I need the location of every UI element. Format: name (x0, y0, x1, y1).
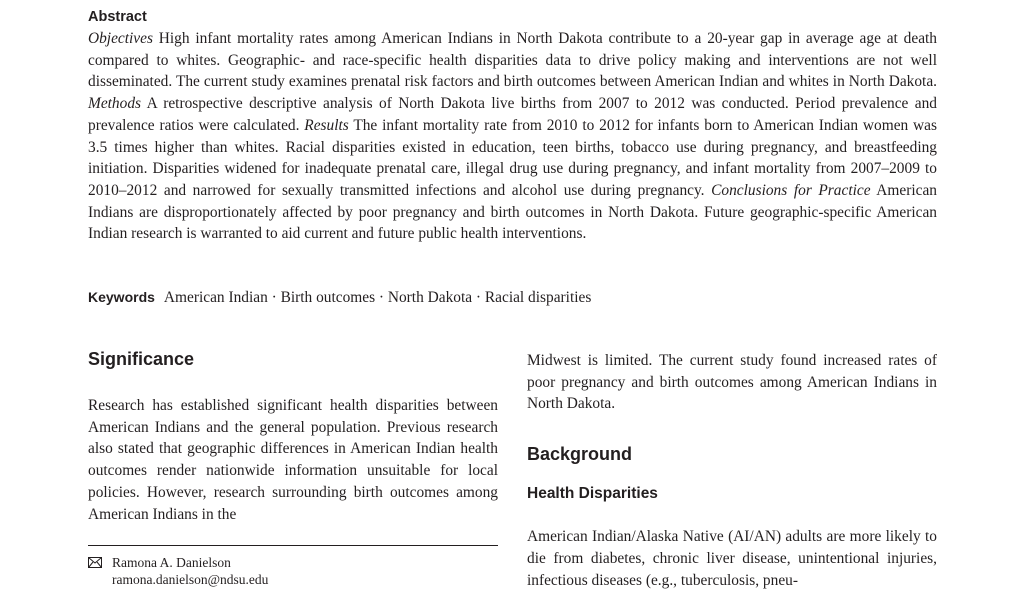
left-column (88, 346, 498, 525)
conclusions-label: Conclusions for Practice (711, 181, 871, 199)
keywords-label: Keywords (88, 289, 155, 305)
objectives-text: High infant mortality rates among American Indians in North Dakota contribute to a 20-year gap in average age at death compared to whites. Geographic- and race-specific health disparities data to drive policy making and interventions are not well disseminated. The current study examines prenatal risk factors and birth outcomes between American Indian and whites in North Dakota. (88, 30, 937, 91)
health-disparities-heading: Health Disparities (527, 485, 658, 503)
conclusions-text: American Indians are disproportionately affected by poor pregnancy and birth outcomes in North Dakota. Future geographic-specific American Indian research is warranted to aid current and future public health interventions. (88, 181, 937, 243)
methods-text: A retrospective descriptive analysis of North Dakota live births from 2007 to 2012 was conducted. Period prevalence and prevalence ratios were calculated. (88, 95, 937, 134)
abstract-heading: Abstract (88, 9, 147, 25)
envelope-icon (88, 557, 102, 568)
author-email[interactable]: ramona.danielson@ndsu.edu (112, 572, 269, 587)
significance-continued-paragraph: Midwest is limited. The current study found increased rates of poor pregnancy and birth outcomes among American Indians in North Dakota. (527, 352, 937, 413)
abstract-body (88, 28, 937, 245)
keywords-text: American Indian · Birth outcomes · North Dakota · Racial disparities (163, 289, 592, 306)
objectives-label: Objectives (88, 30, 153, 47)
background-heading: Background (527, 444, 633, 465)
keywords-line (88, 287, 937, 308)
methods-label: Methods (88, 95, 142, 113)
significance-paragraph: Research has established significant health disparities between American Indians and the general population. Previous research also stated that geographic differences in American Indian health outcomes render nationwide information unsuitable for local policies. However, research surrounding birth outcomes among American Indians in the (88, 397, 498, 523)
background-paragraph: American Indian/Alaska Native (AI/AN) adults are more likely to die from diabetes, chronic liver disease, unintentional injuries, infectious diseases (e.g., tuberculosis, pneu- (527, 528, 937, 589)
results-text: The infant mortality rate from 2010 to 2012 for infants born to American Indian women was 3.5 times higher than whites. Racial disparities existed in education, teen births, tobacco use during pregnancy, and breastfeeding initiation. Disparities widened for inadequate prenatal care, illegal drug use during pregnancy, and infant mortality from 2007–2009 to 2010–2012 and narrowed for sexually transmitted infections and alcohol use during pregnancy. (88, 116, 937, 199)
results-label: Results (304, 116, 349, 134)
significance-heading: Significance (88, 349, 195, 369)
footnote-divider (88, 545, 498, 546)
right-column (527, 350, 937, 591)
author-footnote (88, 554, 498, 588)
author-name: Ramona A. Danielson (112, 555, 231, 570)
